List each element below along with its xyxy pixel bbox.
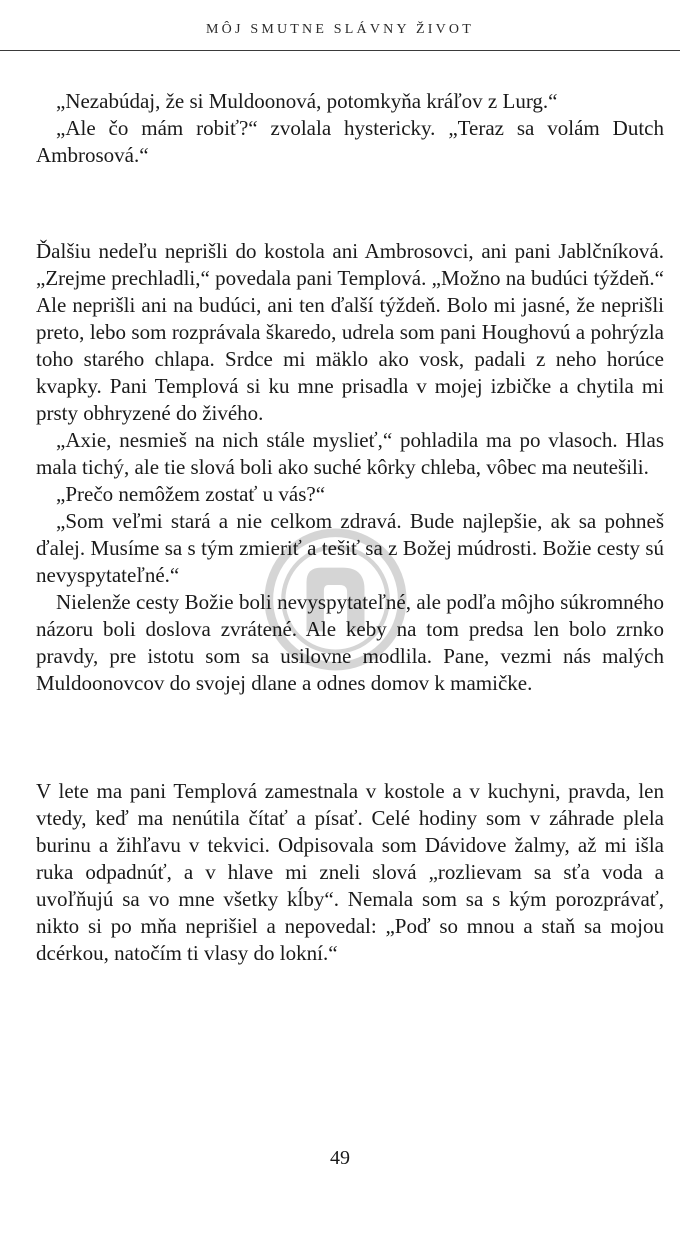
header-rule [0,50,680,51]
page-number: 49 [330,1147,350,1169]
paragraph: Ďalšiu nedeľu neprišli do kostola ani Ambrosovci, ani pani Jablčníková. „Zrejme prechladli,“ povedala pani Templová. „Možno na budúci týždeň.“ Ale neprišli ani na budúci, ani ten ďalší týždeň. Bolo mi jasné, že neprišli preto, lebo som rozprávala škaredo, udrela som pani Houghovú a pohrýzla toho starého chlapa. Srdce mi mäklo ako vosk, padali z neho horúce kvapky. Pani Templová si ku mne prisadla v mojej izbičke a chytila mi prsty obhryzené do živého. [36,239,664,425]
section-break [36,169,664,238]
paragraph: „Nezabúdaj, že si Muldoonová, potomkyňa kráľov z Lurg.“ [56,89,558,113]
section-break [36,697,664,778]
paragraph: „Prečo nemôžem zostať u vás?“ [56,482,326,506]
paragraph: „Axie, nesmieš na nich stále myslieť,“ pohladila ma po vlasoch. Hlas mala tichý, ale tie slová boli ako suché kôrky chleba, vôbec ma neutešili. [36,428,664,479]
paragraph: V lete ma pani Templová zamestnala v kostole a v kuchyni, pravda, len vtedy, keď ma nenútila čítať a písať. Celé hodiny som v záhrade plela burinu a žihľavu v tekvici. Odpisovala som Dávidove žalmy, až mi išla ruka odpadnúť, a v hlave mi zneli slová „rozlievam sa sťa voda a uvoľňujú sa vo mne všetky kĺby“. Nemala som sa s kým porozprávať, nikto si po mňa neprišiel a nepovedal: „Poď so mnou a staň sa mojou dcérkou, natočím ti vlasy do lokní.“ [36,779,664,965]
paragraph: „Som veľmi stará a nie celkom zdravá. Bude najlepšie, ak sa pohneš ďalej. Musíme sa s tým zmieriť a tešiť sa z Božej múdrosti. Božie cesty sú nevyspytateľné.“ [36,509,664,587]
paragraph: Nielenže cesty Božie boli nevyspytateľné, ale podľa môjho súkromného názoru boli doslova zvrátené. Ale keby na tom predsa len bolo zrnko pravdy, pre istotu som sa usilovne modlila. Pane, vezmi nás malých Muldoonovcov do svojej dlane a odnes domov k mamičke. [36,590,664,695]
paragraph: „Ale čo mám robiť?“ zvolala hystericky. „Teraz sa volám Dutch Ambrosová.“ [36,116,664,167]
running-head: MÔJ SMUTNE SLÁVNY ŽIVOT [206,22,474,37]
page-text [36,88,664,967]
